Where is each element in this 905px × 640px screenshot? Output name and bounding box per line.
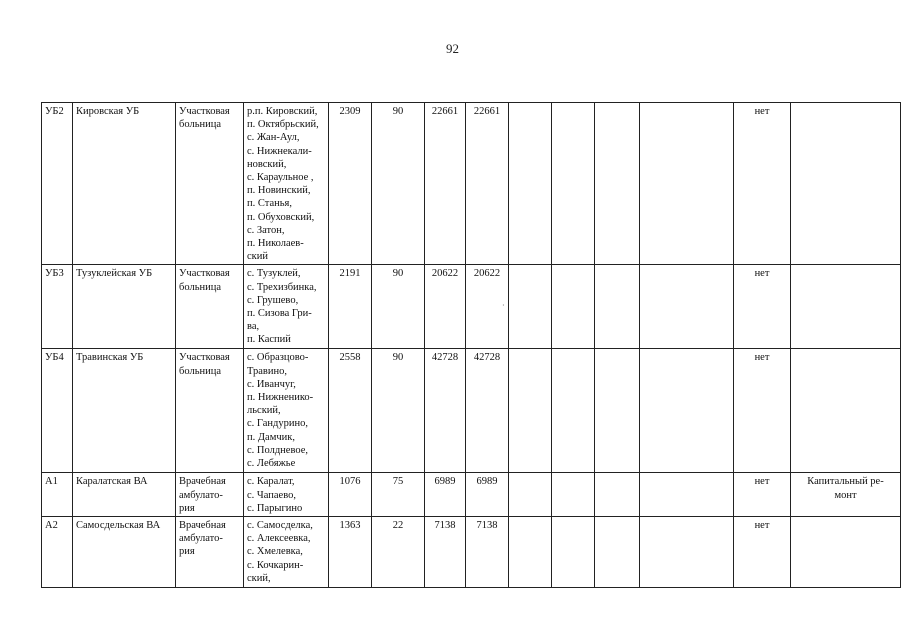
cell-code: УБ2: [42, 103, 73, 265]
facilities-table: [41, 102, 901, 588]
cell-num3: 6989: [425, 473, 466, 517]
cell-empty: [640, 265, 734, 349]
cell-num3: 20622: [425, 265, 466, 349]
table-row: [42, 103, 901, 265]
table-row: [42, 349, 901, 473]
cell-settlements: с. Самосделка, с. Алексеевка, с. Хмелевка, с. Кочкарин- ский,: [244, 517, 329, 588]
cell-empty: [509, 103, 552, 265]
cell-num4: 6989: [466, 473, 509, 517]
cell-type: Врачебная амбулато- рия: [176, 517, 244, 588]
cell-note: [791, 265, 901, 349]
cell-empty: [595, 517, 640, 588]
cell-empty: [509, 517, 552, 588]
cell-settlements: с. Каралат, с. Чапаево, с. Парыгино: [244, 473, 329, 517]
cell-num3: 22661: [425, 103, 466, 265]
cell-type: Врачебная амбулато- рия: [176, 473, 244, 517]
cell-num3: 42728: [425, 349, 466, 473]
cell-num2: 90: [372, 103, 425, 265]
cell-code: А1: [42, 473, 73, 517]
cell-empty: [640, 103, 734, 265]
cell-settlements: с. Тузуклей, с. Трехизбинка, с. Грушево, п. Сизова Гри- ва, п. Каспий: [244, 265, 329, 349]
cell-settlements: р.п. Кировский, п. Октябрьский, с. Жан-Аул, с. Нижнекали- новский, с. Караульное , п. Новинский, п. Станья, п. Обуховский, с. Затон, п. Николаев- ский: [244, 103, 329, 265]
cell-name: Травинская УБ: [73, 349, 176, 473]
cell-empty: [640, 473, 734, 517]
cell-empty: [552, 265, 595, 349]
cell-name: Кировская УБ: [73, 103, 176, 265]
cell-status: нет: [734, 517, 791, 588]
cell-empty: [509, 265, 552, 349]
scan-speck: ·: [502, 301, 505, 310]
cell-empty: [640, 517, 734, 588]
cell-population: 2309: [329, 103, 372, 265]
cell-num2: 22: [372, 517, 425, 588]
cell-num4: 42728: [466, 349, 509, 473]
cell-status: нет: [734, 103, 791, 265]
cell-note: [791, 349, 901, 473]
cell-type: Участковая больница: [176, 349, 244, 473]
cell-num4: 22661: [466, 103, 509, 265]
cell-empty: [552, 103, 595, 265]
cell-code: УБ4: [42, 349, 73, 473]
cell-note: [791, 103, 901, 265]
cell-num2: 75: [372, 473, 425, 517]
cell-name: Тузуклейская УБ: [73, 265, 176, 349]
cell-population: 2191: [329, 265, 372, 349]
cell-status: нет: [734, 349, 791, 473]
cell-name: Каралатская ВА: [73, 473, 176, 517]
cell-population: 1076: [329, 473, 372, 517]
page-number: 92: [446, 41, 459, 56]
cell-settlements: с. Образцово- Травино, с. Иванчуг, п. Нижненико- льский, с. Гандурино, п. Дамчик, с. Полдневое, с. Лебяжье: [244, 349, 329, 473]
cell-empty: [552, 517, 595, 588]
cell-type: Участковая больница: [176, 103, 244, 265]
cell-population: 2558: [329, 349, 372, 473]
cell-empty: [595, 473, 640, 517]
cell-status: нет: [734, 265, 791, 349]
cell-population: 1363: [329, 517, 372, 588]
table-row: [42, 473, 901, 517]
cell-num3: 7138: [425, 517, 466, 588]
cell-empty: [552, 473, 595, 517]
cell-empty: [509, 473, 552, 517]
cell-status: нет: [734, 473, 791, 517]
cell-code: А2: [42, 517, 73, 588]
cell-num2: 90: [372, 265, 425, 349]
cell-empty: [595, 265, 640, 349]
table-row: [42, 265, 901, 349]
cell-num2: 90: [372, 349, 425, 473]
cell-code: УБ3: [42, 265, 73, 349]
cell-num4: 20622: [466, 265, 509, 349]
cell-note: [791, 517, 901, 588]
cell-note: Капитальный ре- монт: [791, 473, 901, 517]
table-row: [42, 517, 901, 588]
cell-type: Участковая больница: [176, 265, 244, 349]
cell-empty: [595, 349, 640, 473]
cell-empty: [509, 349, 552, 473]
cell-name: Самосдельская ВА: [73, 517, 176, 588]
cell-empty: [595, 103, 640, 265]
cell-empty: [552, 349, 595, 473]
cell-num4: 7138: [466, 517, 509, 588]
cell-empty: [640, 349, 734, 473]
